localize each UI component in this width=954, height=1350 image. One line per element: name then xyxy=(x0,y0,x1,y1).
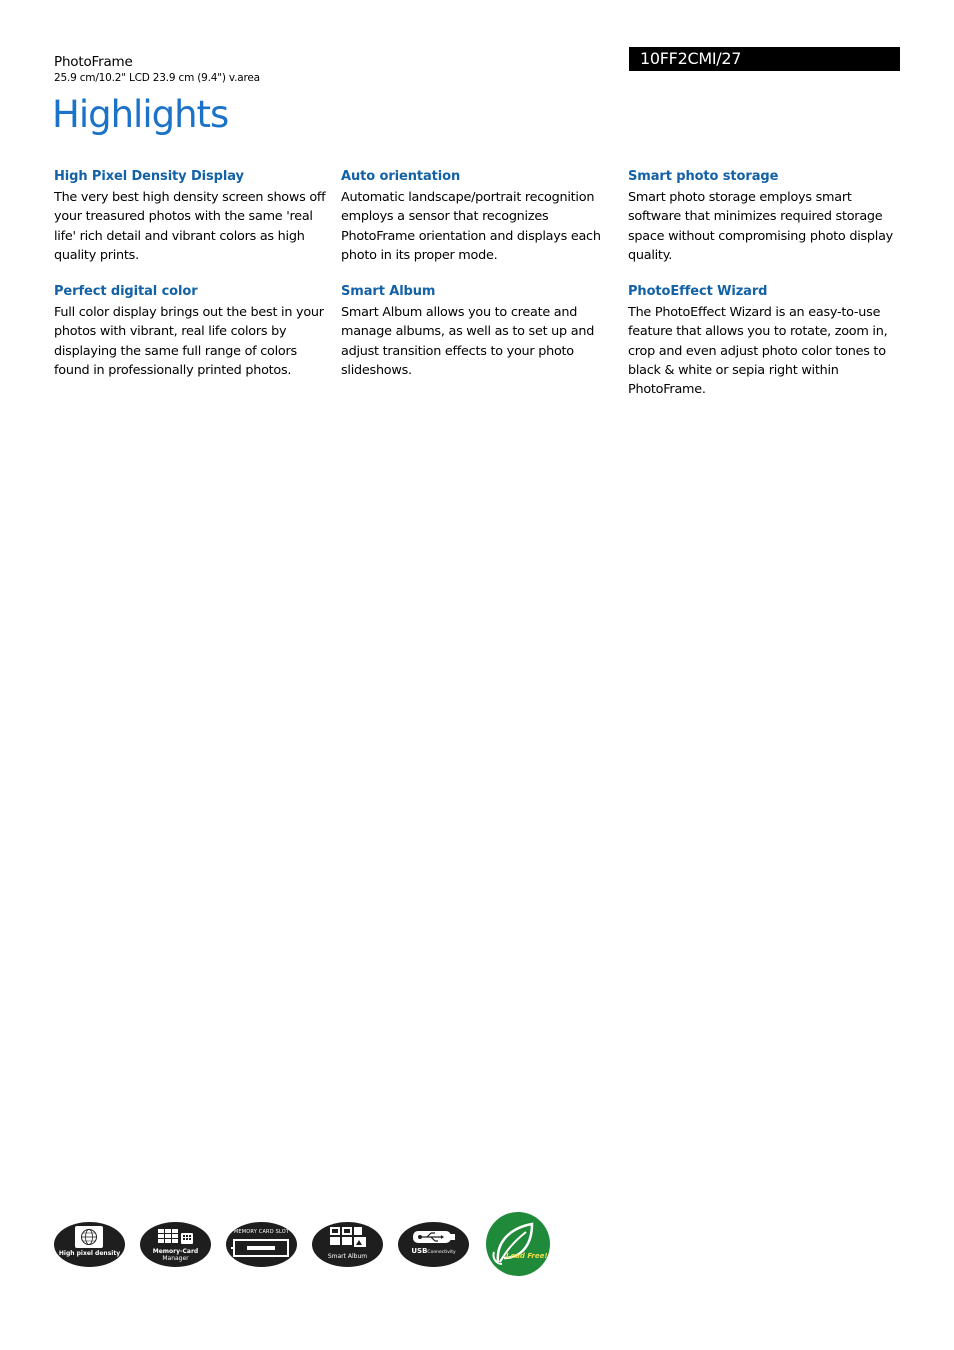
feature-column-1 xyxy=(54,168,330,398)
feature-auto-orientation xyxy=(341,168,617,265)
badge-label: Lead Free! xyxy=(506,1252,548,1260)
usb-icon xyxy=(411,1228,457,1246)
page-title: Highlights xyxy=(52,93,229,136)
memory-card-manager-badge xyxy=(140,1222,211,1267)
badge-label: Smart Album xyxy=(327,1253,368,1260)
feature-column-2 xyxy=(341,168,617,398)
globe-grid-icon xyxy=(74,1225,104,1251)
card-slot-icon xyxy=(231,1237,291,1259)
usb-label: USB xyxy=(411,1247,428,1255)
feature-perfect-digital-color xyxy=(54,283,330,380)
feature-text: Smart photo storage employs smart software that minimizes required storage space without compromising photo display quality. xyxy=(628,190,894,263)
badge-label-bottom: Manager xyxy=(162,1255,189,1262)
memory-card-slot-badge xyxy=(226,1222,297,1267)
feature-title: Smart Album xyxy=(341,284,436,300)
leaf-icon xyxy=(486,1212,550,1276)
feature-title: Auto orientation xyxy=(341,169,461,184)
badge-label-top: Memory-Card xyxy=(152,1248,199,1255)
product-subtitle: 25.9 cm/10.2" LCD 23.9 cm (9.4") v.area xyxy=(54,72,260,84)
grid-card-icon xyxy=(156,1225,196,1247)
feature-column-3 xyxy=(628,168,904,418)
feature-text: Full color display brings out the best in your photos with vibrant, real life colors by displaying the same full range of colors found in professionally printed photos. xyxy=(54,305,324,379)
album-icon xyxy=(328,1225,368,1251)
usb-connectivity-badge xyxy=(398,1222,469,1267)
feature-smart-photo-storage xyxy=(628,168,904,265)
feature-title: PhotoEffect Wizard xyxy=(628,284,768,300)
badge-label: High pixel density xyxy=(58,1250,121,1257)
feature-high-pixel-density xyxy=(54,168,330,265)
feature-text: The very best high density screen shows off your treasured photos with the same 'real life' rich detail and vibrant colors as high quality prints. xyxy=(54,190,326,263)
feature-text: Smart Album allows you to create and manage albums, as well as to set up and adjust transition effects to your photo slideshows. xyxy=(341,305,595,379)
lead-free-badge xyxy=(486,1212,550,1276)
feature-photoeffect-wizard xyxy=(628,283,904,399)
feature-title: High Pixel Density Display xyxy=(54,169,244,184)
smart-album-badge xyxy=(312,1222,383,1267)
feature-smart-album xyxy=(341,283,617,380)
feature-text: Automatic landscape/portrait recognition employs a sensor that recognizes PhotoFrame orientation and displays each photo in its proper mode. xyxy=(341,190,601,263)
feature-title: Perfect digital color xyxy=(54,284,198,300)
feature-badges xyxy=(54,1212,554,1278)
high-pixel-density-badge xyxy=(54,1222,125,1267)
feature-text: The PhotoEffect Wizard is an easy-to-use feature that allows you to rotate, zoom in, crop and even adjust photo color tones to black & white or sepia right within PhotoFrame. xyxy=(628,305,888,398)
usb-sub-label: Connectivity xyxy=(427,1250,456,1255)
badge-label: MEMORY CARD SLOT xyxy=(233,1229,290,1235)
model-number: 10FF2CMI/27 xyxy=(629,47,900,71)
feature-title: Smart photo storage xyxy=(628,169,779,184)
badge-label xyxy=(398,1248,469,1256)
product-name: PhotoFrame xyxy=(54,54,133,70)
